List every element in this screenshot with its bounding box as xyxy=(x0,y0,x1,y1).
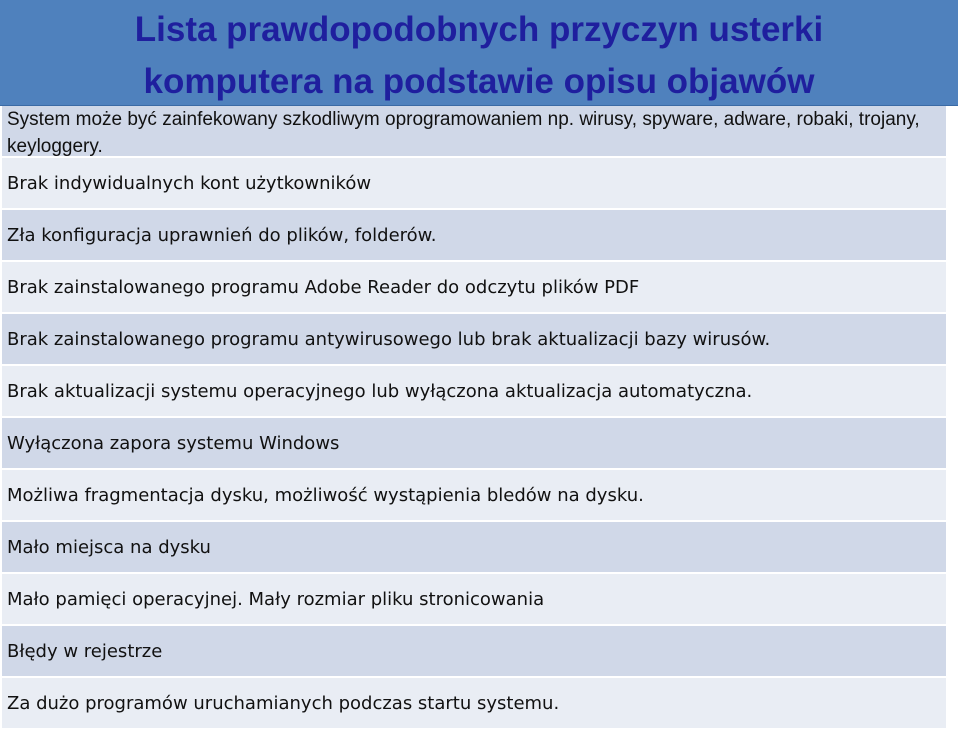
title-line-2: komputera na podstawie opisu objawów xyxy=(143,62,815,101)
title-line-1: Lista prawdopodobnych przyczyn usterki xyxy=(134,10,824,49)
cause-row: Brak zainstalowanego programu Adobe Reader do odczytu plików PDF xyxy=(2,262,948,314)
cause-row: System może być zainfekowany szkodliwym oprogramowaniem np. wirusy, spyware, adware, robaki, trojany, keyloggery. xyxy=(2,106,948,158)
cause-row: Możliwa fragmentacja dysku, możliwość wystąpienia bledów na dysku. xyxy=(2,470,948,522)
table-edge xyxy=(950,106,960,730)
cause-row: Mało pamięci operacyjnej. Mały rozmiar pliku stronicowania xyxy=(2,574,948,626)
causes-table xyxy=(2,106,948,730)
cause-row: Mało miejsca na dysku xyxy=(2,522,948,574)
cause-row: Błędy w rejestrze xyxy=(2,626,948,678)
cause-row: Brak indywidualnych kont użytkowników xyxy=(2,158,948,210)
cause-row: Za dużo programów uruchamianych podczas startu systemu. xyxy=(2,678,948,730)
title-banner xyxy=(0,0,958,106)
slide-title xyxy=(0,0,958,108)
cause-row: Wyłączona zapora systemu Windows xyxy=(2,418,948,470)
cause-row: Brak zainstalowanego programu antywirusowego lub brak aktualizacji bazy wirusów. xyxy=(2,314,948,366)
cause-row: Zła konfiguracja uprawnień do plików, folderów. xyxy=(2,210,948,262)
cause-row: Brak aktualizacji systemu operacyjnego lub wyłączona aktualizacja automatyczna. xyxy=(2,366,948,418)
